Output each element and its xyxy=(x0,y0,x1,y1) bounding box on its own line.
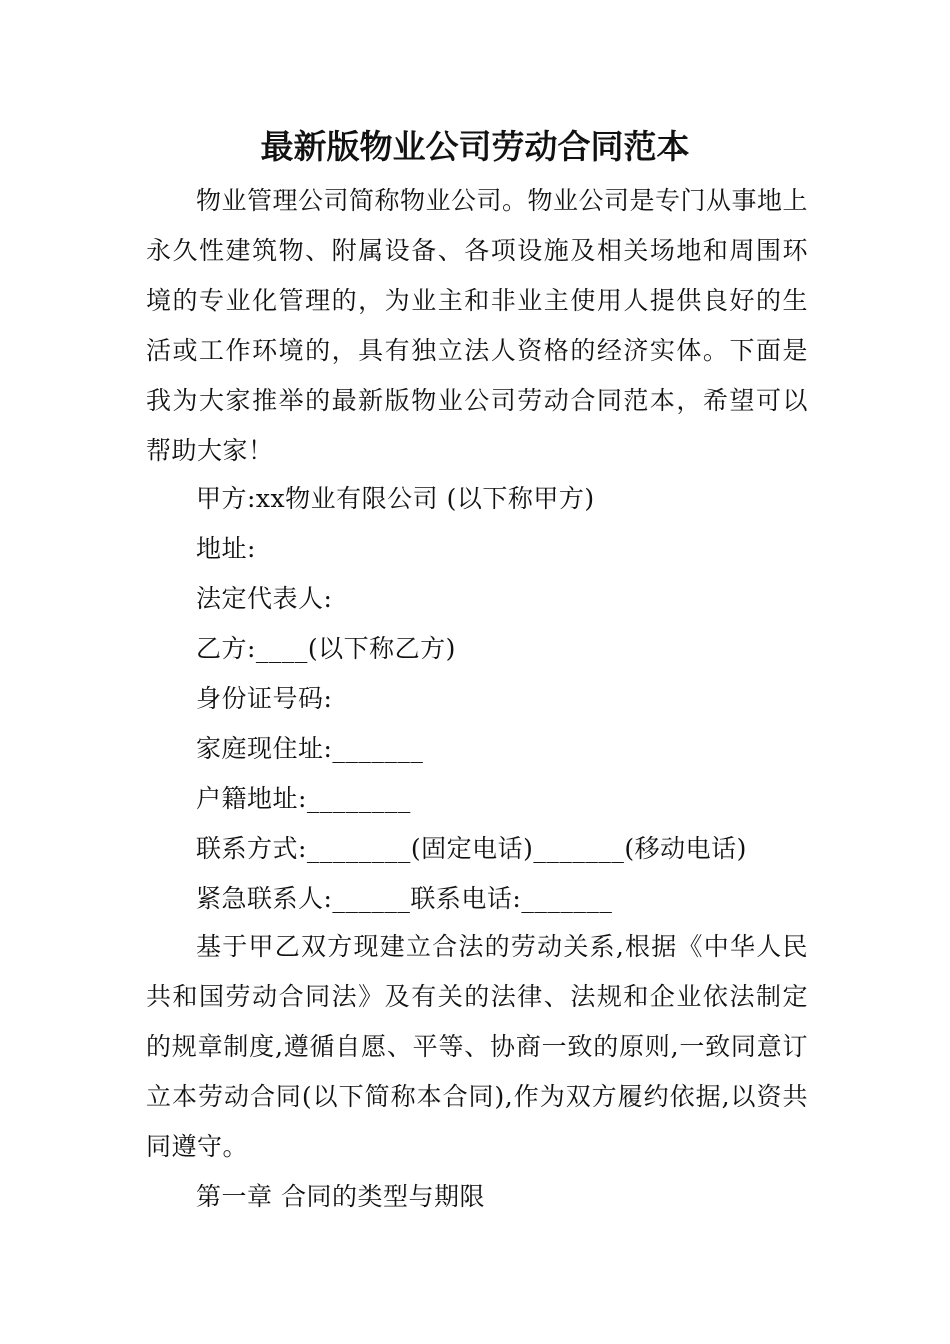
contact-line: 联系方式:________(固定电话)_______(移动电话) xyxy=(196,834,747,863)
document-title: 最新版物业公司劳动合同范本 xyxy=(260,127,690,166)
home-address-line: 家庭现住址:_______ xyxy=(196,734,424,763)
emergency-contact-line: 紧急联系人:______联系电话:_______ xyxy=(196,884,613,913)
household-address-line: 户籍地址:________ xyxy=(196,784,411,813)
address-line: 地址: xyxy=(196,534,256,563)
legal-representative-line: 法定代表人: xyxy=(196,584,333,613)
intro-paragraph: 物业管理公司简称物业公司。物业公司是专门从事地上永久性建筑物、附属设备、各项设施及相关场地和周围环境的专业化管理的，为业主和非业主使用人提供良好的生活或工作环境的，具有独立法人资格的经济实体。下面是我为大家推举的最新版物业公司劳动合同范本，希望可以帮助大家！ xyxy=(146,186,809,465)
party-a-line: 甲方:xx物业有限公司 (以下称甲方) xyxy=(196,484,595,513)
chapter-heading: 第一章 合同的类型与期限 xyxy=(196,1182,485,1211)
id-number-line: 身份证号码: xyxy=(196,684,333,713)
basis-paragraph: 基于甲乙双方现建立合法的劳动关系,根据《中华人民共和国劳动合同法》及有关的法律、法规和企业依法制定的规章制度,遵循自愿、平等、协商一致的原则,一致同意订立本劳动合同(以下简称本合同),作为双方履约依据,以资共同遵守。 xyxy=(146,932,808,1161)
party-b-line: 乙方:____(以下称乙方) xyxy=(196,634,456,663)
